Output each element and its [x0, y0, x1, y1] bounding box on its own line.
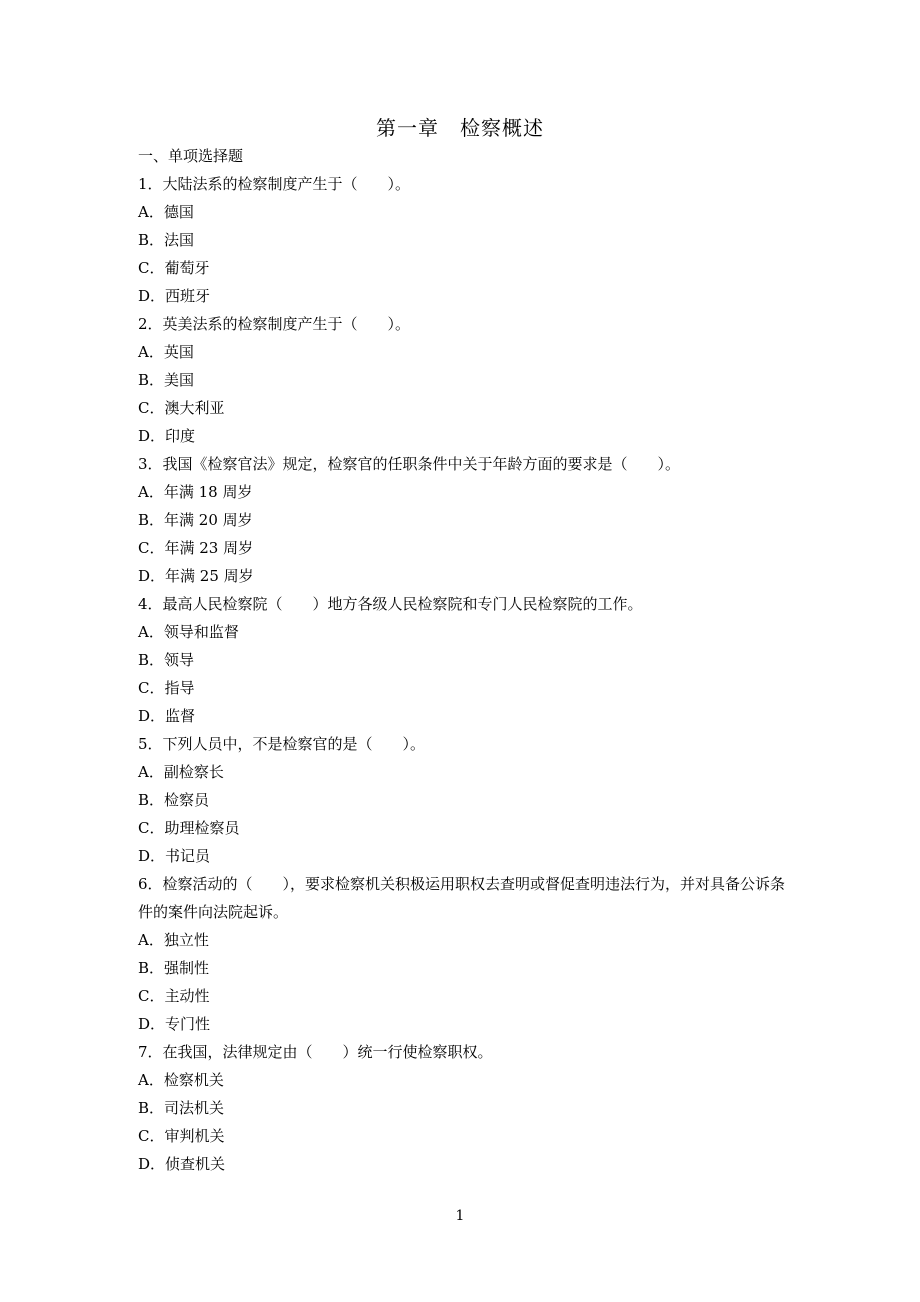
question-item — [138, 730, 800, 870]
answer-option: C．澳大利亚 — [138, 399, 225, 417]
answer-option: A．英国 — [138, 343, 194, 361]
question-text: 4．最高人民检察院（ ）地方各级人民检察院和专门人民检察院的工作。 — [138, 595, 643, 613]
question-text: 7．在我国，法律规定由（ ）统一行使检察职权。 — [138, 1043, 493, 1061]
answer-option: C．主动性 — [138, 987, 210, 1005]
question-list — [138, 170, 800, 1178]
question-item — [138, 590, 800, 730]
answer-option: A．年满 18 周岁 — [138, 483, 253, 501]
answer-option: C．审判机关 — [138, 1127, 225, 1145]
answer-option: C．葡萄牙 — [138, 259, 210, 277]
answer-option: B．年满 20 周岁 — [138, 511, 253, 529]
question-text: 3．我国《检察官法》规定，检察官的任职条件中关于年龄方面的要求是（ ）。 — [138, 455, 681, 473]
section-heading: 一、单项选择题 — [138, 147, 244, 165]
answer-option: B．司法机关 — [138, 1099, 225, 1117]
question-text: 5．下列人员中，不是检察官的是（ ）。 — [138, 735, 426, 753]
question-item — [138, 870, 800, 1038]
answer-option: C．指导 — [138, 679, 195, 697]
document-body — [138, 142, 800, 1178]
answer-option: D．印度 — [138, 427, 196, 445]
answer-option: A．领导和监督 — [138, 623, 239, 641]
answer-option: D．书记员 — [138, 847, 211, 865]
question-text: 2．英美法系的检察制度产生于（ ）。 — [138, 315, 411, 333]
answer-option: B．强制性 — [138, 959, 210, 977]
question-text: 6．检察活动的（ ），要求检察机关积极运用职权去查明或督促查明违法行为，并对具备公诉条件的案件向法院起诉。 — [138, 875, 786, 921]
answer-option: D．西班牙 — [138, 287, 211, 305]
answer-option: D．侦查机关 — [138, 1155, 226, 1173]
answer-option: A．检察机关 — [138, 1071, 224, 1089]
page-number: 1 — [455, 1208, 465, 1224]
question-item — [138, 310, 800, 450]
answer-option: A．德国 — [138, 203, 194, 221]
answer-option: B．领导 — [138, 651, 195, 669]
answer-option: A．副检察长 — [138, 763, 224, 781]
answer-option: B．美国 — [138, 371, 195, 389]
question-text: 1．大陆法系的检察制度产生于（ ）。 — [138, 175, 411, 193]
question-item — [138, 450, 800, 590]
answer-option: A．独立性 — [138, 931, 209, 949]
chapter-title: 第一章 检察概述 — [376, 116, 544, 140]
answer-option: C．助理检察员 — [138, 819, 240, 837]
question-item — [138, 1038, 800, 1178]
answer-option: C．年满 23 周岁 — [138, 539, 254, 557]
answer-option: B．法国 — [138, 231, 195, 249]
answer-option: D．年满 25 周岁 — [138, 567, 254, 585]
answer-option: D．专门性 — [138, 1015, 211, 1033]
answer-option: B．检察员 — [138, 791, 210, 809]
answer-option: D．监督 — [138, 707, 196, 725]
question-item — [138, 170, 800, 310]
